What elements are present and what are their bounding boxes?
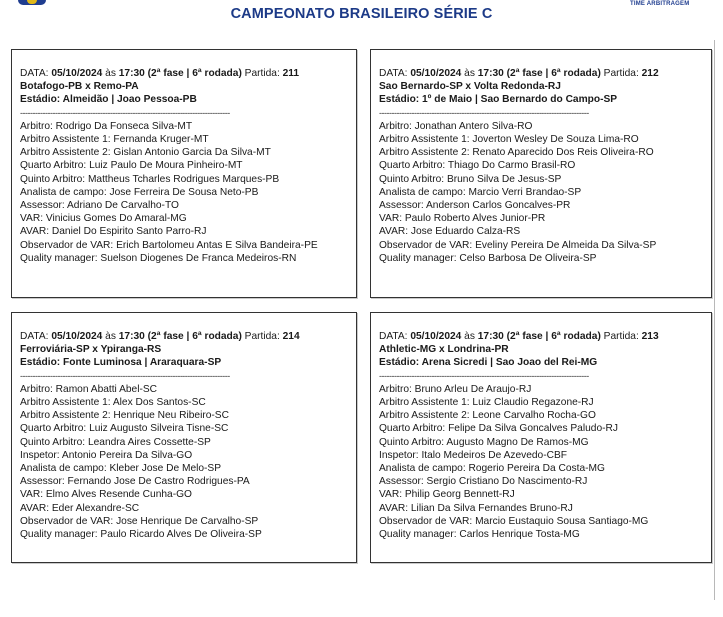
official-line: Arbitro Assistente 2: Henrique Neu Ribeiro-SC — [20, 410, 229, 422]
official-line: Assessor: Sergio Cristiano Do Nascimento-RJ — [379, 476, 588, 488]
official-line: Quarto Arbitro: Luiz Augusto Silveira Tisne-SC — [20, 423, 229, 435]
at-label: às — [102, 68, 119, 79]
at-label: às — [102, 331, 119, 342]
official-line: Arbitro: Bruno Arleu De Araujo-RJ — [379, 383, 532, 395]
match-header-line — [379, 67, 711, 80]
game-number: 214 — [282, 331, 300, 342]
match-stadium: Estádio: 1º de Maio | Sao Bernardo do Campo-SP — [379, 94, 618, 106]
at-label: às — [461, 68, 478, 79]
separator-line: ------------------------------------------------------------------------------------ — [20, 107, 230, 118]
game-label: Partida: — [241, 331, 283, 342]
match-card-212 — [370, 49, 712, 298]
official-line: Quarto Arbitro: Luiz Paulo De Moura Pinheiro-MT — [20, 160, 243, 172]
match-date: 05/10/2024 — [51, 331, 103, 342]
match-phase: (2ª fase | 6ª rodada) — [147, 68, 242, 79]
official-line: AVAR: Jose Eduardo Calza-RS — [379, 226, 521, 238]
match-stadium: Estádio: Arena Sicredi | Sao Joao del Rei-MG — [379, 357, 598, 369]
official-line: Quality manager: Carlos Henrique Tosta-MG — [379, 529, 580, 541]
official-line: Quinto Arbitro: Bruno Silva De Jesus-SP — [379, 173, 562, 185]
official-line: Assessor: Adriano De Carvalho-TO — [20, 200, 179, 212]
official-line: Arbitro Assistente 1: Luiz Claudio Regazone-RJ — [379, 397, 594, 409]
official-line: Arbitro Assistente 2: Gislan Antonio Garcia Da Silva-MT — [20, 147, 271, 159]
official-line: VAR: Elmo Alves Resende Cunha-GO — [20, 489, 192, 501]
at-label: às — [461, 331, 478, 342]
brand-label: TIME ARBITRAGEM — [630, 1, 690, 7]
official-line: Quality manager: Celso Barbosa De Oliveira-SP — [379, 252, 597, 264]
match-teams: Ferroviária-SP x Ypiranga-RS — [20, 344, 162, 356]
game-label: Partida: — [600, 331, 642, 342]
official-line: Arbitro Assistente 1: Joverton Wesley De Souza Lima-RO — [379, 134, 639, 146]
cbf-logo — [18, 0, 46, 5]
match-phase: (2ª fase | 6ª rodada) — [147, 331, 242, 342]
official-line: Quarto Arbitro: Felipe Da Silva Goncalves Paludo-RJ — [379, 423, 618, 435]
official-line: Observador de VAR: Eveliny Pereira De Almeida Da Silva-SP — [379, 239, 657, 251]
match-date: 05/10/2024 — [410, 68, 462, 79]
match-header-line — [379, 330, 711, 343]
official-line: Arbitro: Jonathan Antero Silva-RO — [379, 120, 533, 132]
match-phase: (2ª fase | 6ª rodada) — [506, 331, 601, 342]
official-line: Quality manager: Suelson Diogenes De Franca Medeiros-RN — [20, 252, 297, 264]
match-teams: Botafogo-PB x Remo-PA — [20, 81, 139, 93]
official-line: AVAR: Eder Alexandre-SC — [20, 502, 140, 514]
date-label: DATA: — [379, 68, 411, 79]
official-line: AVAR: Lilian Da Silva Fernandes Bruno-RJ — [379, 502, 573, 514]
official-line: Quarto Arbitro: Thiago Do Carmo Brasil-RO — [379, 160, 576, 172]
page-edge-divider — [714, 40, 715, 600]
match-stadium: Estádio: Fonte Luminosa | Araraquara-SP — [20, 357, 222, 369]
official-line: Observador de VAR: Erich Bartolomeu Antas E Silva Bandeira-PE — [20, 239, 318, 251]
separator-line: ------------------------------------------------------------------------------------ — [379, 370, 589, 381]
official-line: Quinto Arbitro: Augusto Magno De Ramos-MG — [379, 436, 589, 448]
official-line: Assessor: Anderson Carlos Goncalves-PR — [379, 200, 571, 212]
date-label: DATA: — [20, 68, 52, 79]
game-number: 212 — [641, 68, 659, 79]
match-stadium: Estádio: Almeidão | Joao Pessoa-PB — [20, 94, 197, 106]
official-line: Analista de campo: Marcio Verri Brandao-SP — [379, 186, 582, 198]
official-line: Analista de campo: Rogerio Pereira Da Costa-MG — [379, 463, 605, 475]
official-line: Quality manager: Paulo Ricardo Alves De Oliveira-SP — [20, 529, 262, 541]
official-line: Quinto Arbitro: Leandra Aires Cossette-SP — [20, 436, 211, 448]
official-line: VAR: Philip Georg Bennett-RJ — [379, 489, 515, 501]
official-line: Arbitro Assistente 1: Fernanda Kruger-MT — [20, 134, 209, 146]
official-line: Analista de campo: Kleber Jose De Melo-SP — [20, 463, 222, 475]
match-teams: Sao Bernardo-SP x Volta Redonda-RJ — [379, 81, 561, 93]
official-line: Arbitro: Rodrigo Da Fonseca Silva-MT — [20, 120, 193, 132]
date-label: DATA: — [379, 331, 411, 342]
official-line: AVAR: Daniel Do Espirito Santo Parro-RJ — [20, 226, 207, 238]
match-card-213 — [370, 312, 712, 563]
game-label: Partida: — [241, 68, 283, 79]
official-line: Assessor: Fernando Jose De Castro Rodrigues-PA — [20, 476, 250, 488]
game-number: 213 — [641, 331, 659, 342]
match-phase: (2ª fase | 6ª rodada) — [506, 68, 601, 79]
official-line: Inspetor: Antonio Pereira Da Silva-GO — [20, 449, 193, 461]
official-line: Arbitro Assistente 1: Alex Dos Santos-SC — [20, 397, 206, 409]
match-card-214 — [11, 312, 357, 563]
separator-line: ------------------------------------------------------------------------------------ — [379, 107, 589, 118]
match-date: 05/10/2024 — [410, 331, 462, 342]
page-title: CAMPEONATO BRASILEIRO SÉRIE C — [230, 6, 493, 22]
match-header-line — [20, 67, 356, 80]
match-teams: Athletic-MG x Londrina-PR — [379, 344, 509, 356]
separator-line: ------------------------------------------------------------------------------------ — [20, 370, 230, 381]
official-line: Quinto Arbitro: Mattheus Tcharles Rodrigues Marques-PB — [20, 173, 280, 185]
official-line: Arbitro Assistente 2: Renato Aparecido Dos Reis Oliveira-RO — [379, 147, 654, 159]
match-time: 17:30 — [118, 68, 145, 79]
match-time: 17:30 — [477, 68, 504, 79]
official-line: VAR: Vinicius Gomes Do Amaral-MG — [20, 213, 187, 225]
match-time: 17:30 — [118, 331, 145, 342]
match-time: 17:30 — [477, 331, 504, 342]
official-line: Observador de VAR: Jose Henrique De Carvalho-SP — [20, 515, 259, 527]
match-card-211 — [11, 49, 357, 298]
date-label: DATA: — [20, 331, 52, 342]
official-line: Observador de VAR: Marcio Eustaquio Sousa Santiago-MG — [379, 515, 649, 527]
match-header-line — [20, 330, 356, 343]
match-date: 05/10/2024 — [51, 68, 103, 79]
official-line: Analista de campo: Jose Ferreira De Sousa Neto-PB — [20, 186, 259, 198]
official-line: Inspetor: Italo Medeiros De Azevedo-CBF — [379, 449, 567, 461]
official-line: Arbitro: Ramon Abatti Abel-SC — [20, 383, 158, 395]
official-line: VAR: Paulo Roberto Alves Junior-PR — [379, 213, 546, 225]
game-label: Partida: — [600, 68, 642, 79]
game-number: 211 — [282, 68, 300, 79]
official-line: Arbitro Assistente 2: Leone Carvalho Rocha-GO — [379, 410, 596, 422]
